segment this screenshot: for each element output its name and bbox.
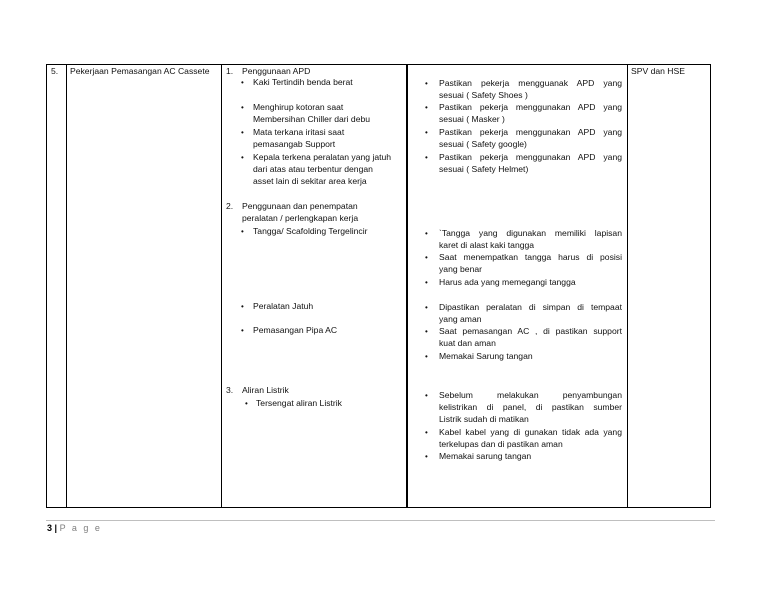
control-item-cont: terkelupas dan di pastikan aman [439,439,563,449]
section-1-number: 1. [226,66,234,76]
col-divider-2 [221,64,222,508]
control-item: Kabel kabel yang di gunakan tidak ada yang [439,427,622,437]
control-item-cont: kelistrikan di panel, di pastikan sumber [439,402,622,412]
control-item-cont: karet di alast kaki tangga [439,240,535,250]
control-item: Saat pemasangan AC , di pastikan support [439,326,622,336]
col-divider-3 [406,64,408,508]
hazard-item: Peralatan Jatuh [253,301,314,311]
control-item: Harus ada yang memegangi tangga [439,277,576,287]
bullet-icon: • [241,227,244,236]
section-3-heading: Aliran Listrik [242,385,289,395]
control-item: Pastikan pekerja mengguanak APD yang [439,78,622,88]
section-2-heading: Penggunaan dan penempatan [242,201,358,211]
bullet-icon: • [425,103,428,112]
control-item-cont: sesuai ( Safety Shoes ) [439,90,528,100]
control-item-cont: yang aman [439,314,482,324]
bullet-icon: • [425,428,428,437]
hazard-item: Menghirup kotoran saat [253,102,344,112]
bullet-icon: • [425,452,428,461]
hazard-item-cont: dari atas atau terbentur dengan [253,164,373,174]
hazard-item: Tersengat aliran Listrik [256,398,342,408]
control-item: Sebelum melakukan penyambungan [439,390,622,400]
control-item: Dipastikan peralatan di simpan di tempaat [439,302,622,312]
bullet-icon: • [425,327,428,336]
row-number: 5. [51,66,59,76]
control-item: Pastikan pekerja menggunakan APD yang [439,127,622,137]
control-item: `Tangga yang digunakan memiliki lapisan [439,228,622,238]
bullet-icon: • [241,78,244,87]
hazard-item: Pemasangan Pipa AC [253,325,338,335]
control-item-cont: yang benar [439,264,483,274]
bullet-icon: • [425,128,428,137]
control-item-cont: kuat dan aman [439,338,496,348]
table-top-border [46,64,711,65]
bullet-icon: • [425,153,428,162]
bullet-icon: • [241,326,244,335]
section-3-number: 3. [226,385,234,395]
table-border-right [710,64,711,508]
footer-separator: | [54,523,58,533]
control-item: Saat menempatkan tangga harus di posisi [439,252,622,262]
control-item: Pastikan pekerja menggunakan APD yang [439,102,622,112]
bullet-icon: • [425,303,428,312]
activity-name: Pekerjaan Pemasangan AC Cassete [70,66,210,76]
section-2-heading-cont: peralatan / perlengkapan kerja [242,213,359,223]
control-item: Pastikan pekerja menggunakan APD yang [439,152,622,162]
hazard-item-cont: asset lain di sekitar area kerja [253,176,367,186]
bullet-icon: • [425,352,428,361]
control-item-cont: sesuai ( Safety Helmet) [439,164,529,174]
bullet-icon: • [425,278,428,287]
bullet-icon: • [241,103,244,112]
bullet-icon: • [425,253,428,262]
footer-divider [46,520,715,521]
page-label: P a g e [59,523,102,533]
table-bottom-border [46,507,711,508]
bullet-icon: • [425,391,428,400]
table-border-left [46,64,47,508]
bullet-icon: • [425,79,428,88]
control-item-cont: Listrik sudah di matikan [439,414,529,424]
control-item: Memakai Sarung tangan [439,351,533,361]
page-number: 3 [47,523,53,533]
bullet-icon: • [245,399,248,408]
bullet-icon: • [241,128,244,137]
col-divider-1 [66,64,67,508]
bullet-icon: • [241,302,244,311]
hazard-item: Mata terkana iritasi saat [253,127,345,137]
page-footer [47,523,102,533]
control-item-cont: sesuai ( Safety google) [439,139,527,149]
responsible-party: SPV dan HSE [631,66,685,76]
control-item-cont: sesuai ( Masker ) [439,114,505,124]
hazard-item-cont: Membersihan Chiller dari debu [253,114,371,124]
hazard-item: Tangga/ Scafolding Tergelincir [253,226,368,236]
bullet-icon: • [425,229,428,238]
hazard-item: Kaki Tertindih benda berat [253,77,353,87]
col-divider-4 [627,64,628,508]
section-1-heading: Penggunaan APD [242,66,311,76]
hazard-item: Kepala terkena peralatan yang jatuh [253,152,392,162]
hazard-item-cont: pemasangab Support [253,139,336,149]
bullet-icon: • [241,153,244,162]
section-2-number: 2. [226,201,234,211]
control-item: Memakai sarung tangan [439,451,532,461]
